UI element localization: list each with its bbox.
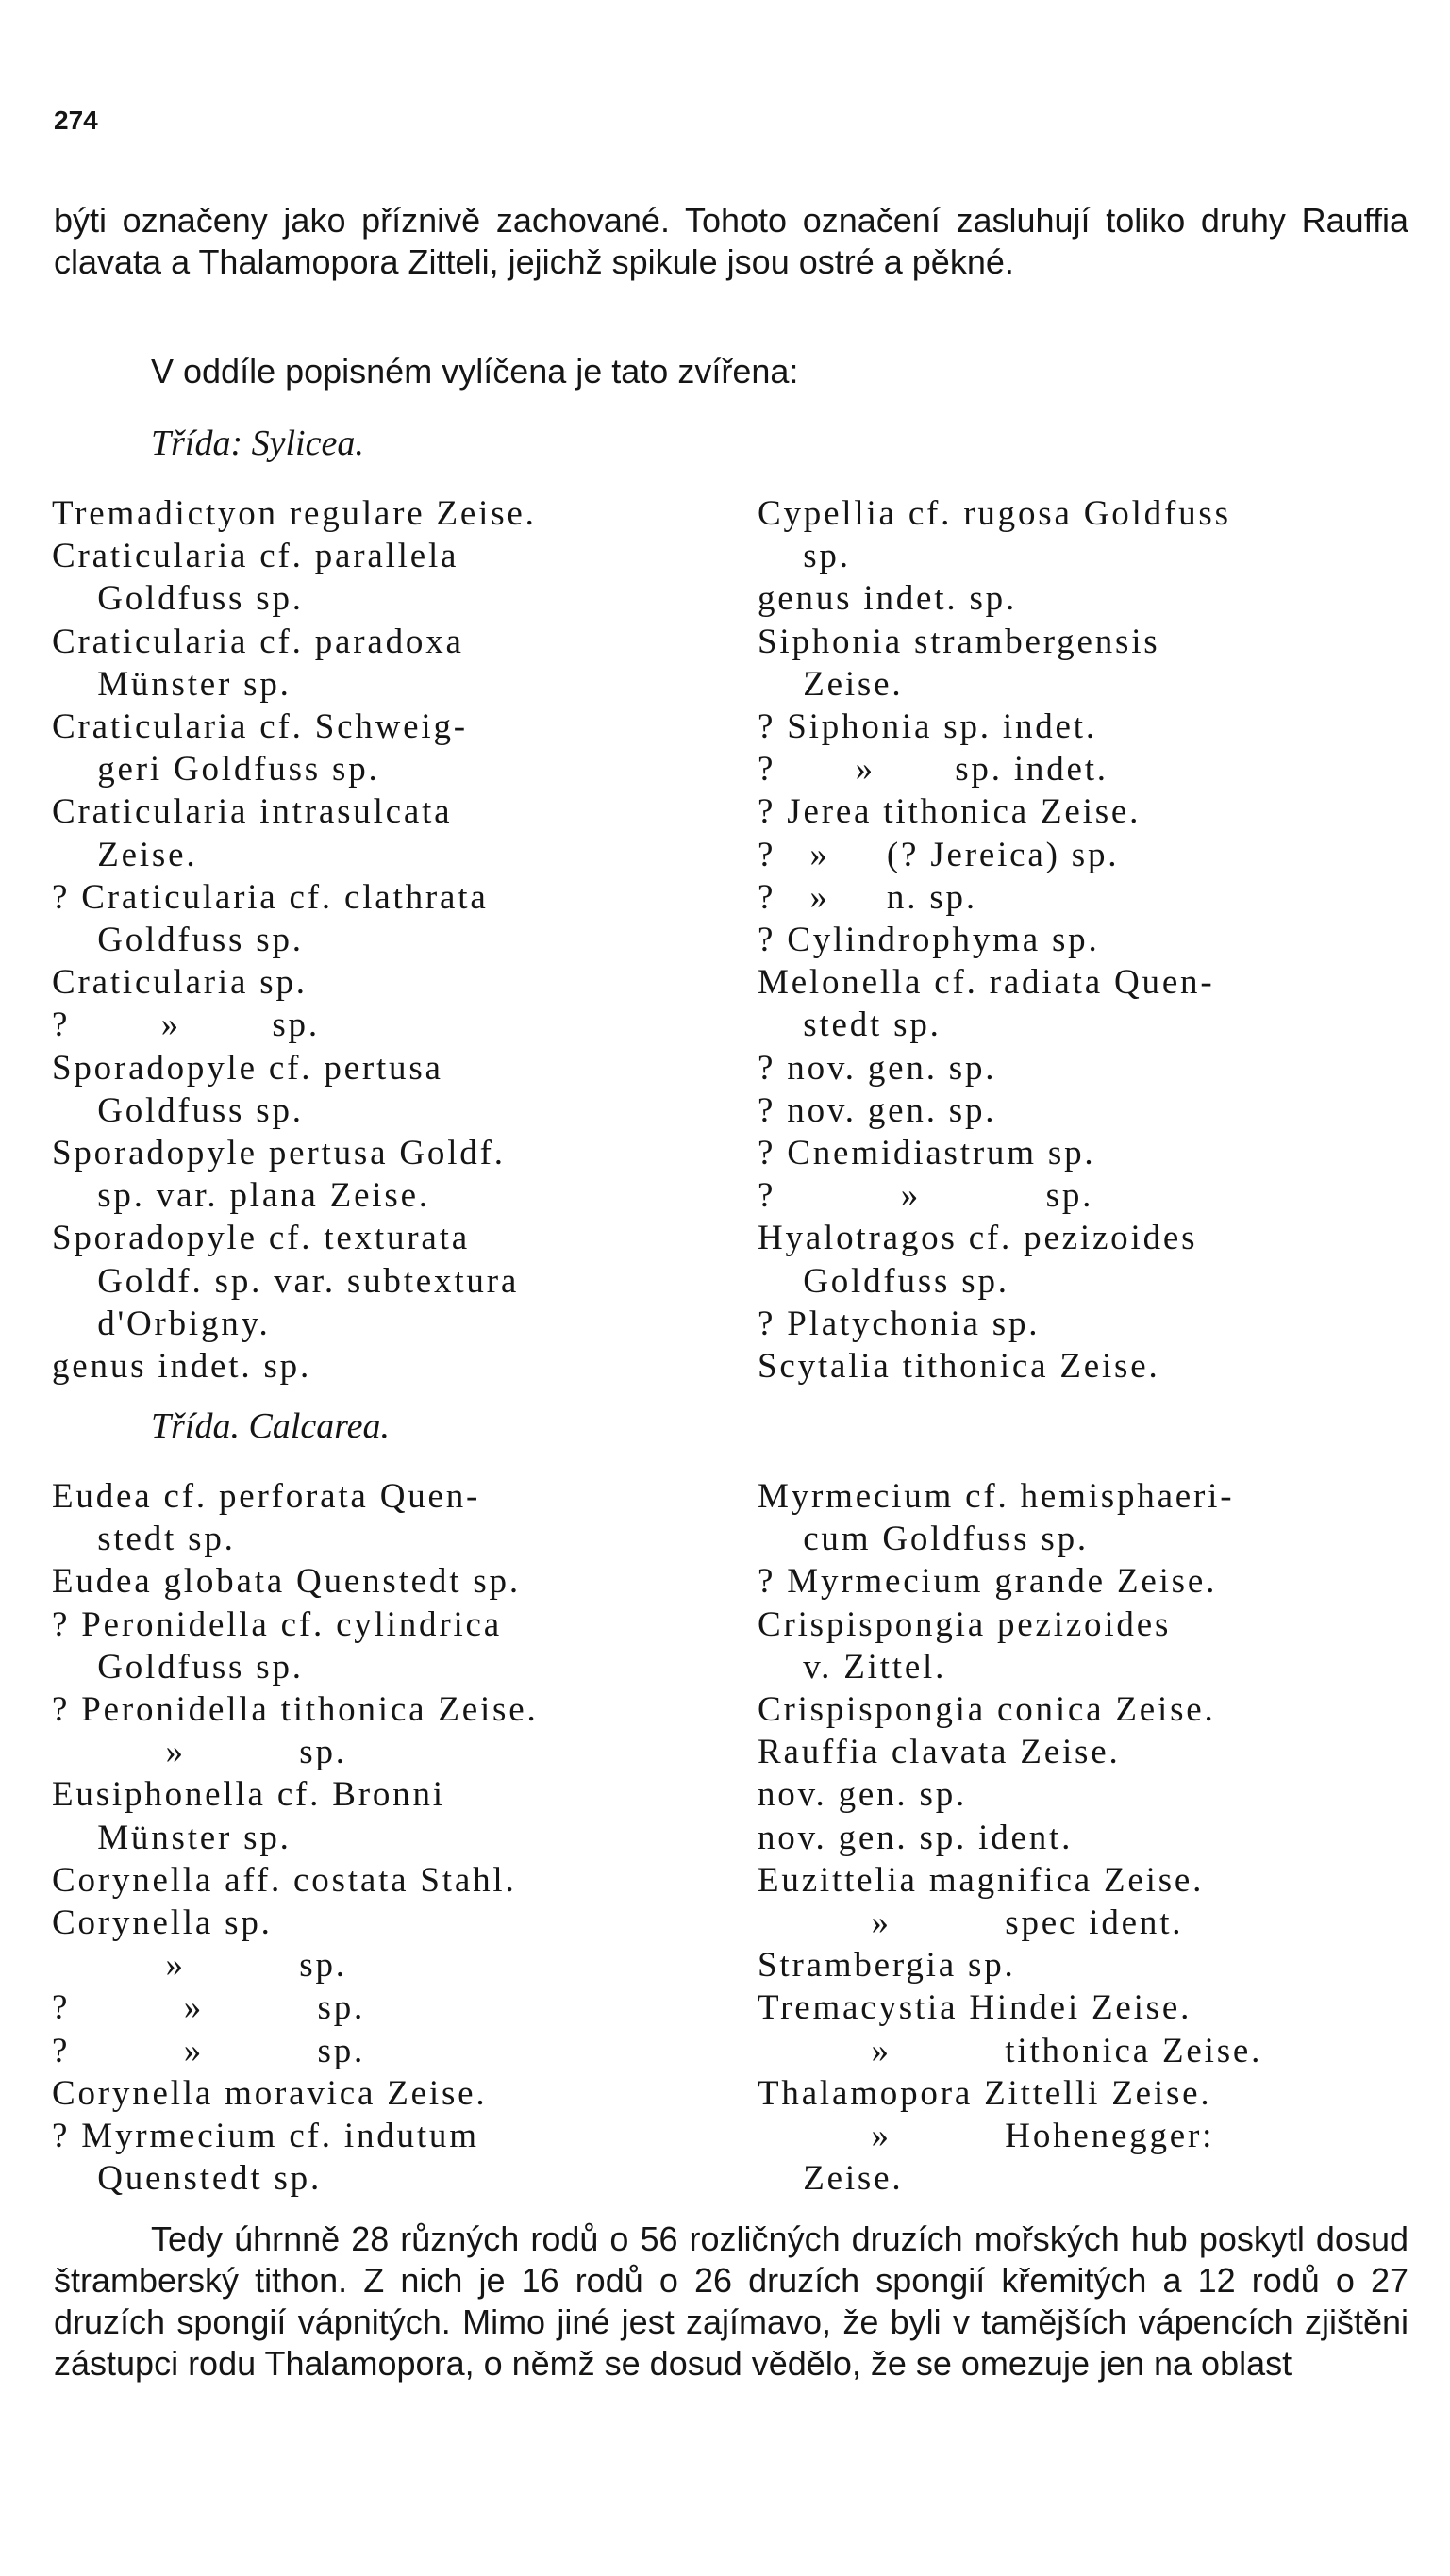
intro-paragraph: býti označeny jako příznivě zachované. Tohoto označení zasluhují toliko druhy Rauffia clavata a Thalamopora Zitteli, jejichž spikule jsou ostré a pěkné. bbox=[54, 201, 1408, 281]
species-entry: Crispispongia pezizoides bbox=[758, 1604, 1172, 1644]
species-entry: Cypellia cf. rugosa Goldfuss bbox=[758, 494, 1231, 533]
species-entry: ? » n. sp. bbox=[758, 877, 977, 917]
species-entry: nov. gen. sp. bbox=[758, 1775, 968, 1815]
species-entry: Münster sp. bbox=[52, 1818, 292, 1857]
species-entry: stedt sp. bbox=[758, 1005, 942, 1045]
species-entry: Myrmecium cf. hemisphaeri- bbox=[758, 1477, 1235, 1516]
species-entry: Sporadopyle cf. pertusa bbox=[52, 1048, 443, 1088]
species-entry: » sp. bbox=[52, 1733, 347, 1772]
species-entry: Zeise. bbox=[52, 835, 198, 874]
species-entry: Corynella aff. costata Stahl. bbox=[52, 1860, 517, 1900]
species-entry: Goldfuss sp. bbox=[52, 921, 304, 960]
species-entry: Craticularia intrasulcata bbox=[52, 792, 453, 832]
species-entry: ? » sp. indet. bbox=[758, 750, 1108, 789]
species-entry: ? nov. gen. sp. bbox=[758, 1048, 997, 1088]
species-entry: Strambergia sp. bbox=[758, 1946, 1016, 1986]
species-entry: genus indet. sp. bbox=[758, 579, 1018, 619]
species-entry: » spec ident. bbox=[758, 1903, 1184, 1943]
species-entry: Melonella cf. radiata Quen- bbox=[758, 963, 1215, 1003]
species-entry: ? » sp. bbox=[52, 2031, 366, 2070]
species-entry: ? Jerea tithonica Zeise. bbox=[758, 792, 1142, 832]
species-entry: Goldfuss sp. bbox=[52, 1090, 304, 1130]
species-entry: Zeise. bbox=[758, 2159, 904, 2199]
species-entry: Zeise. bbox=[758, 664, 904, 704]
species-entry: Euzittelia magnifica Zeise. bbox=[758, 1860, 1205, 1900]
species-entry: ? Myrmecium cf. indutum bbox=[52, 2117, 479, 2156]
species-entry: Tremadictyon regulare Zeise. bbox=[52, 494, 537, 533]
species-entry: ? Siphonia sp. indet. bbox=[758, 707, 1097, 747]
calcarea-left-list bbox=[52, 1475, 731, 2200]
silicea-right-list bbox=[758, 492, 1418, 1388]
closing-paragraph: Tedy úhrnně 28 různých rodů o 56 rozličných druzích mořských hub poskytl dosud štramberský tithon. Z nich je 16 rodů o 26 druzích spongií křemitých a 12 rodů o 27 druzích spongií vápnitých. Mimo jiné jest zajímavo, že byli v tamějších vápencích zjištěni zástupci rodu Thalamopora, o němž se dosud vědělo, že se omezuje jen na oblast bbox=[54, 2219, 1408, 2383]
species-entry: Craticularia sp. bbox=[52, 963, 308, 1003]
species-entry: Crispispongia conica Zeise. bbox=[758, 1690, 1216, 1730]
species-entry: Craticularia cf. paradoxa bbox=[52, 622, 464, 661]
species-entry: Thalamopora Zittelli Zeise. bbox=[758, 2073, 1212, 2113]
species-entry: Craticularia cf. parallela bbox=[52, 537, 459, 576]
species-entry: ? Peronidella tithonica Zeise. bbox=[52, 1690, 539, 1730]
species-entry: » sp. bbox=[52, 1946, 347, 1986]
species-entry: cum Goldfuss sp. bbox=[758, 1520, 1089, 1559]
species-entry: Siphonia strambergensis bbox=[758, 622, 1160, 661]
species-entry: ? Craticularia cf. clathrata bbox=[52, 877, 489, 917]
species-entry: ? Myrmecium grande Zeise. bbox=[758, 1562, 1218, 1602]
species-entry: ? » sp. bbox=[758, 1176, 1094, 1216]
section-heading-silicea: Třída: Sylicea. bbox=[151, 424, 364, 463]
species-entry: Rauffia clavata Zeise. bbox=[758, 1733, 1121, 1772]
species-entry: ? Platychonia sp. bbox=[758, 1304, 1041, 1343]
species-entry: Goldfuss sp. bbox=[52, 1647, 304, 1687]
species-entry: Sporadopyle cf. texturata bbox=[52, 1219, 470, 1258]
species-entry: » tithonica Zeise. bbox=[758, 2031, 1263, 2070]
species-entry: d'Orbigny. bbox=[52, 1304, 271, 1343]
species-entry: v. Zittel. bbox=[758, 1647, 947, 1687]
page-number: 274 bbox=[54, 106, 98, 135]
species-entry: Corynella moravica Zeise. bbox=[52, 2073, 488, 2113]
species-entry: Goldfuss sp. bbox=[52, 579, 304, 619]
species-entry: Corynella sp. bbox=[52, 1903, 273, 1943]
species-entry: Eudea globata Quenstedt sp. bbox=[52, 1562, 521, 1602]
species-entry: » Hohenegger: bbox=[758, 2117, 1215, 2156]
species-entry: Scytalia tithonica Zeise. bbox=[758, 1347, 1160, 1387]
species-entry: sp. var. plana Zeise. bbox=[52, 1176, 430, 1216]
species-entry: stedt sp. bbox=[52, 1520, 236, 1559]
species-entry: Quenstedt sp. bbox=[52, 2159, 323, 2199]
species-entry: ? Peronidella cf. cylindrica bbox=[52, 1604, 502, 1644]
calcarea-right-list bbox=[758, 1475, 1418, 2200]
species-entry: nov. gen. sp. ident. bbox=[758, 1818, 1074, 1857]
species-entry: ? » sp. bbox=[52, 1988, 366, 2028]
species-entry: ? Cylindrophyma sp. bbox=[758, 921, 1100, 960]
species-entry: Hyalotragos cf. pezizoides bbox=[758, 1219, 1198, 1258]
species-entry: ? » (? Jereica) sp. bbox=[758, 835, 1120, 874]
species-entry: Goldfuss sp. bbox=[758, 1261, 1009, 1301]
species-entry: geri Goldfuss sp. bbox=[52, 750, 380, 789]
intro-lead-line: V oddíle popisném vylíčena je tato zvířena: bbox=[151, 352, 799, 391]
silicea-left-list bbox=[52, 492, 731, 1388]
species-entry: ? » sp. bbox=[52, 1005, 320, 1045]
species-entry: genus indet. sp. bbox=[52, 1347, 312, 1387]
section-heading-calcarea: Třída. Calcarea. bbox=[151, 1406, 390, 1446]
species-entry: sp. bbox=[758, 537, 851, 576]
species-entry: Tremacystia Hindei Zeise. bbox=[758, 1988, 1192, 2028]
species-entry: Eusiphonella cf. Bronni bbox=[52, 1775, 445, 1815]
species-entry: Münster sp. bbox=[52, 664, 292, 704]
species-entry: Eudea cf. perforata Quen- bbox=[52, 1477, 481, 1516]
species-entry: Sporadopyle pertusa Goldf. bbox=[52, 1134, 506, 1173]
species-entry: Craticularia cf. Schweig- bbox=[52, 707, 468, 747]
species-entry: ? nov. gen. sp. bbox=[758, 1090, 997, 1130]
species-entry: Goldf. sp. var. subtextura bbox=[52, 1261, 520, 1301]
species-entry: ? Cnemidiastrum sp. bbox=[758, 1134, 1096, 1173]
